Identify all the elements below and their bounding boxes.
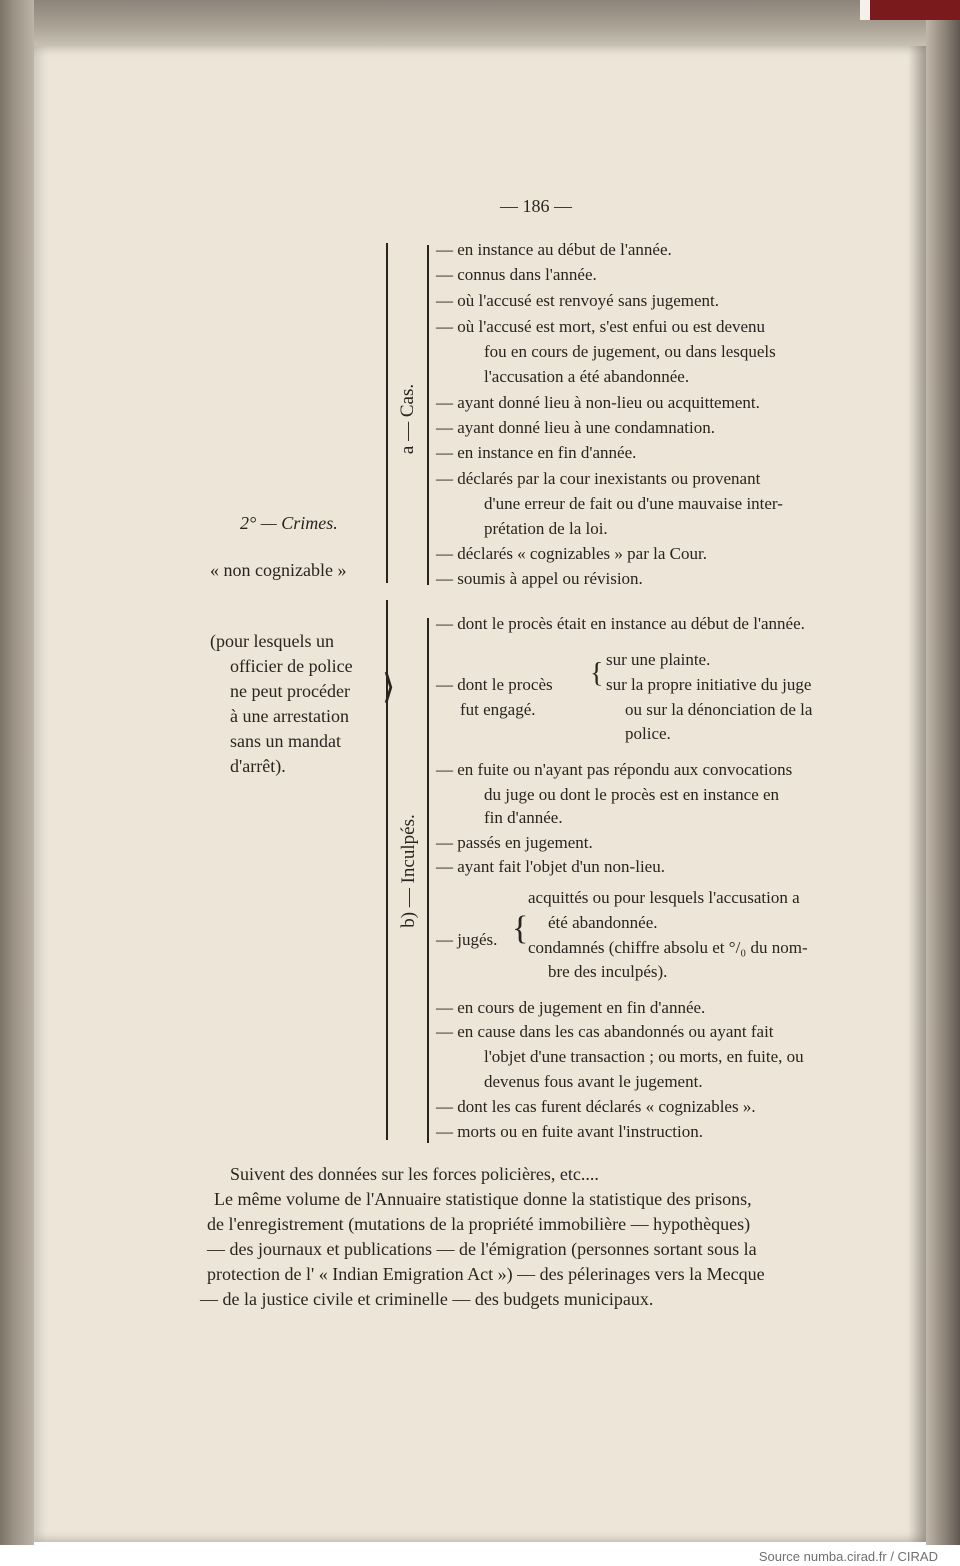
juges-option: bre des inculpés). <box>548 962 668 981</box>
proces-option: police. <box>625 724 671 743</box>
inculpe-line: — en cours de jugement en fin d'année. <box>436 998 706 1017</box>
case-line: — où l'accusé est mort, s'est enfui ou est devenu <box>436 317 766 336</box>
case-line: — en instance en fin d'année. <box>436 443 637 462</box>
book-right-edge <box>926 0 960 1545</box>
inculpe-line: — en fuite ou n'ayant pas répondu aux convocations <box>436 760 793 779</box>
inculpe-line-cont: du juge ou dont le procès est en instance en <box>484 785 780 804</box>
paragraph-line: de l'enregistrement (mutations de la propriété immobilière — hypothèques) <box>207 1214 751 1234</box>
case-line: — connus dans l'année. <box>436 265 597 284</box>
case-line-cont: fou en cours de jugement, ou dans lesquels <box>484 342 776 361</box>
juges-option: condamnés (chiffre absolu et °/₀ du nom- <box>528 938 808 957</box>
inculpe-line: — en cause dans les cas abandonnés ou ayant fait <box>436 1022 774 1041</box>
case-line-cont: l'accusation a été abandonnée. <box>484 367 690 386</box>
book-cover-corner <box>864 0 960 20</box>
section-a-label: a — Cas. <box>397 383 418 455</box>
note-line: d'arrêt). <box>230 756 286 776</box>
proces-label: fut engagé. <box>460 700 536 719</box>
source-credit: Source numba.cirad.fr / CIRAD <box>758 1549 938 1564</box>
section-subheading: « non cognizable » <box>210 560 347 580</box>
note-line: officier de police <box>230 656 353 676</box>
book-top-edge <box>0 0 960 48</box>
proces-label: — dont le procès <box>436 675 553 694</box>
note-line: ne peut procéder <box>230 681 350 701</box>
paragraph-line: — des journaux et publications — de l'émigration (personnes sortant sous la <box>207 1239 757 1259</box>
proces-option: sur la propre initiative du juge <box>606 675 812 694</box>
inculpe-line: — dont les cas furent déclarés « cognizables ». <box>436 1097 756 1116</box>
inculpe-line: — dont le procès était en instance au début de l'année. <box>436 614 805 633</box>
case-line: — où l'accusé est renvoyé sans jugement. <box>436 291 720 310</box>
proces-brace: { <box>590 658 604 689</box>
case-line: — déclarés « cognizables » par la Cour. <box>436 544 707 563</box>
juges-label: — jugés. <box>436 930 498 949</box>
paragraph-line: Suivent des données sur les forces policières, etc.... <box>230 1164 599 1184</box>
paragraph-line: Le même volume de l'Annuaire statistique donne la statistique des prisons, <box>214 1189 752 1209</box>
outer-brace-point: ⟩ <box>382 669 396 706</box>
section-heading: 2° — Crimes. <box>240 513 338 533</box>
case-line: — ayant donné lieu à non-lieu ou acquittement. <box>436 393 760 412</box>
juges-brace: { <box>512 910 529 947</box>
case-line: — en instance au début de l'année. <box>436 240 672 259</box>
paragraph-line: protection de l' « Indian Emigration Act ») — des pélerinages vers la Mecque <box>207 1264 765 1284</box>
paper-tab <box>860 0 870 20</box>
inculpe-line: — ayant fait l'objet d'un non-lieu. <box>436 857 665 876</box>
case-line: — ayant donné lieu à une condamnation. <box>436 418 715 437</box>
case-line-cont: prétation de la loi. <box>484 519 608 538</box>
book-left-edge <box>0 0 34 1545</box>
inculpe-line-cont: devenus fous avant le jugement. <box>484 1072 703 1091</box>
inculpe-line-cont: fin d'année. <box>484 808 563 827</box>
inculpe-line: — morts ou en fuite avant l'instruction. <box>436 1122 703 1141</box>
juges-option: acquittés ou pour lesquels l'accusation a <box>528 888 800 907</box>
note-line: (pour lesquels un <box>210 631 334 651</box>
section-a-bracket <box>427 245 429 585</box>
case-line-cont: d'une erreur de fait ou d'une mauvaise inter- <box>484 494 783 513</box>
case-line: — déclarés par la cour inexistants ou provenant <box>436 469 761 488</box>
note-line: à une arrestation <box>230 706 349 726</box>
section-b-bracket <box>427 618 429 1143</box>
proces-option: ou sur la dénonciation de la <box>625 700 813 719</box>
outer-bracket-top <box>386 243 388 583</box>
page-number: — 186 — <box>500 196 572 216</box>
page-gutter-shadow <box>908 46 926 1542</box>
proces-option: sur une plainte. <box>606 650 711 669</box>
inculpe-line-cont: l'objet d'une transaction ; ou morts, en fuite, ou <box>484 1047 804 1066</box>
inculpe-line: — passés en jugement. <box>436 833 593 852</box>
note-line: sans un mandat <box>230 731 341 751</box>
case-line: — soumis à appel ou révision. <box>436 569 643 588</box>
section-b-label: b) — Inculpés. <box>398 814 419 928</box>
paragraph-line: — de la justice civile et criminelle — des budgets municipaux. <box>200 1289 654 1309</box>
juges-option: été abandonnée. <box>548 913 658 932</box>
